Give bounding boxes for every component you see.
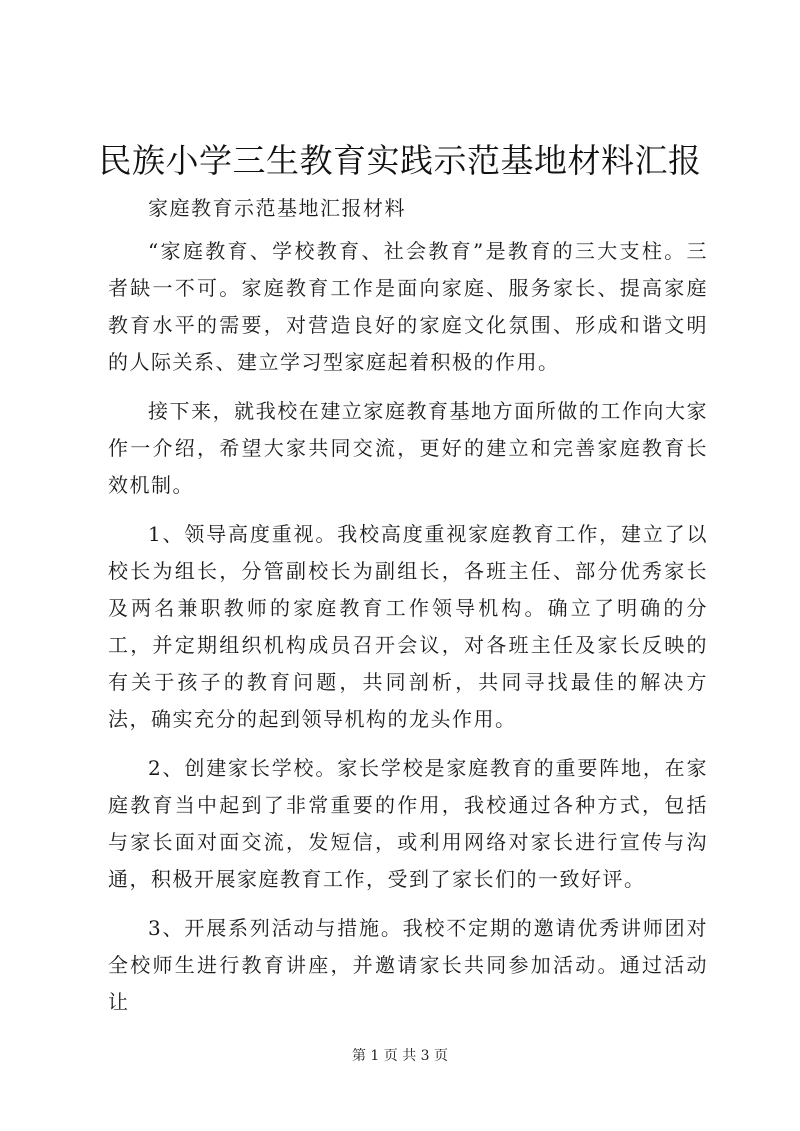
paragraph-transition: 接下来，就我校在建立家庭教育基地方面所做的工作向大家作一介绍，希望大家共同交流，更好的建立和完善家庭教育长效机制。 (108, 399, 708, 497)
page-number-footer: 第 1 页 共 3 页 (351, 1048, 449, 1064)
document-subtitle: 家庭教育示范基地汇报材料 (148, 196, 406, 220)
paragraph-leadership: 1、领导高度重视。我校高度重视家庭教育工作，建立了以校长为组长，分管副校长为副组长，各班主任、部分优秀家长及两名兼职教师的家庭教育工作领导机构。确立了明确的分工，并定期组织机构成员召开会议，对各班主任及家长反映的有关于孩子的教育问题，共同剖析，共同寻找最佳的解决方法，确实充分的起到领导机构的龙头作用。 (108, 522, 708, 731)
paragraph-parent-school: 2、创建家长学校。家长学校是家庭教育的重要阵地，在家庭教育当中起到了非常重要的作用，我校通过各种方式，包括与家长面对面交流，发短信，或利用网络对家长进行宣传与沟通，积极开展家庭教育工作，受到了家长们的一致好评。 (108, 756, 708, 891)
paragraph-activities: 3、开展系列活动与措施。我校不定期的邀请优秀讲师团对全校师生进行教育讲座，并邀请家长共同参加活动。通过活动让 (108, 916, 708, 1014)
document-title: 民族小学三生教育实践示范基地材料汇报 (98, 141, 702, 180)
document-body (108, 190, 708, 1033)
paragraph-intro: “家庭教育、学校教育、社会教育”是教育的三大支柱。三者缺一不可。家庭教育工作是面向家庭、服务家长、提高家庭教育水平的需要，对营造良好的家庭文化氛围、形成和谐文明的人际关系、建立学习型家庭起着积极的作用。 (108, 239, 708, 374)
